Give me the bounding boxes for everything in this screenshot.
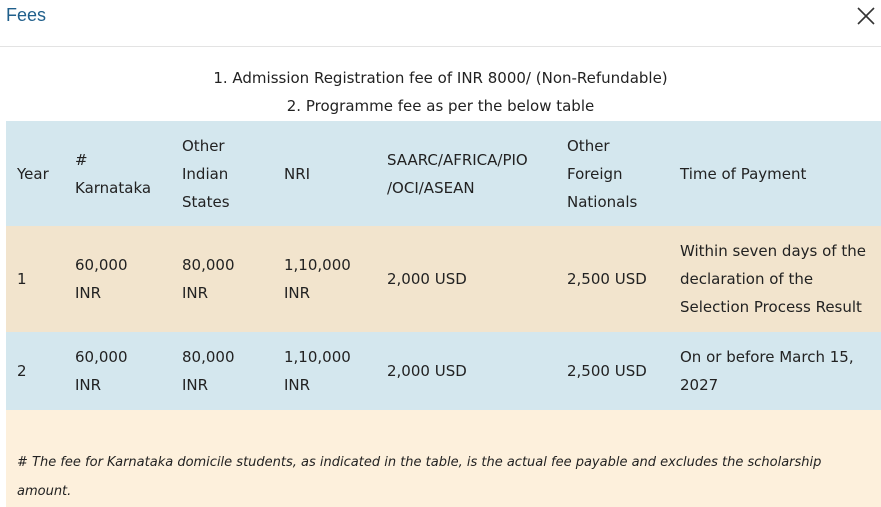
table-row xyxy=(6,226,881,332)
cell-time: On or before March 15, 2027 xyxy=(680,348,854,394)
fee-table xyxy=(6,121,881,410)
modal-title: Fees xyxy=(6,5,47,25)
cell-year: 2 xyxy=(17,362,27,380)
header-time-of-payment: Time of Payment xyxy=(680,164,807,183)
footnote xyxy=(6,410,881,507)
cell-other-indian: 80,000 INR xyxy=(182,256,235,302)
header-other-indian-states: Other Indian States xyxy=(182,136,230,211)
close-button[interactable] xyxy=(855,5,877,27)
cell-nri: 1,10,000 INR xyxy=(284,348,351,394)
cell-other-foreign: 2,500 USD xyxy=(567,270,647,288)
header-karnataka: # Karnataka xyxy=(75,150,152,197)
intro-line-2: 2. Programme fee as per the below table xyxy=(286,97,595,115)
footnote-line-1: # The fee for Karnataka domicile students, as indicated in the table, is the actual fee payable and excludes the scholarship xyxy=(17,455,822,470)
footnote-line-2: amount. xyxy=(17,484,72,499)
cell-time: Within seven days of the declaration of the Selection Process Result xyxy=(680,242,866,316)
cell-other-indian: 80,000 INR xyxy=(182,348,235,394)
header-nri: NRI xyxy=(284,164,311,183)
close-icon xyxy=(855,5,877,27)
cell-year: 1 xyxy=(17,270,27,288)
header-saarc: SAARC/AFRICA/PIO /OCI/ASEAN xyxy=(387,150,528,197)
table-header-row xyxy=(6,121,881,226)
cell-saarc: 2,000 USD xyxy=(387,362,467,380)
cell-other-foreign: 2,500 USD xyxy=(567,362,647,380)
table-row xyxy=(6,332,881,410)
intro-line-1: 1. Admission Registration fee of INR 8000/ (Non-Refundable) xyxy=(213,69,668,87)
cell-nri: 1,10,000 INR xyxy=(284,256,351,302)
cell-karnataka: 60,000 INR xyxy=(75,256,128,302)
modal-header xyxy=(0,0,881,47)
cell-saarc: 2,000 USD xyxy=(387,270,467,288)
header-other-foreign: Other Foreign Nationals xyxy=(567,136,638,211)
fee-intro xyxy=(0,64,881,120)
cell-karnataka: 60,000 INR xyxy=(75,348,128,394)
header-year: Year xyxy=(17,164,49,183)
